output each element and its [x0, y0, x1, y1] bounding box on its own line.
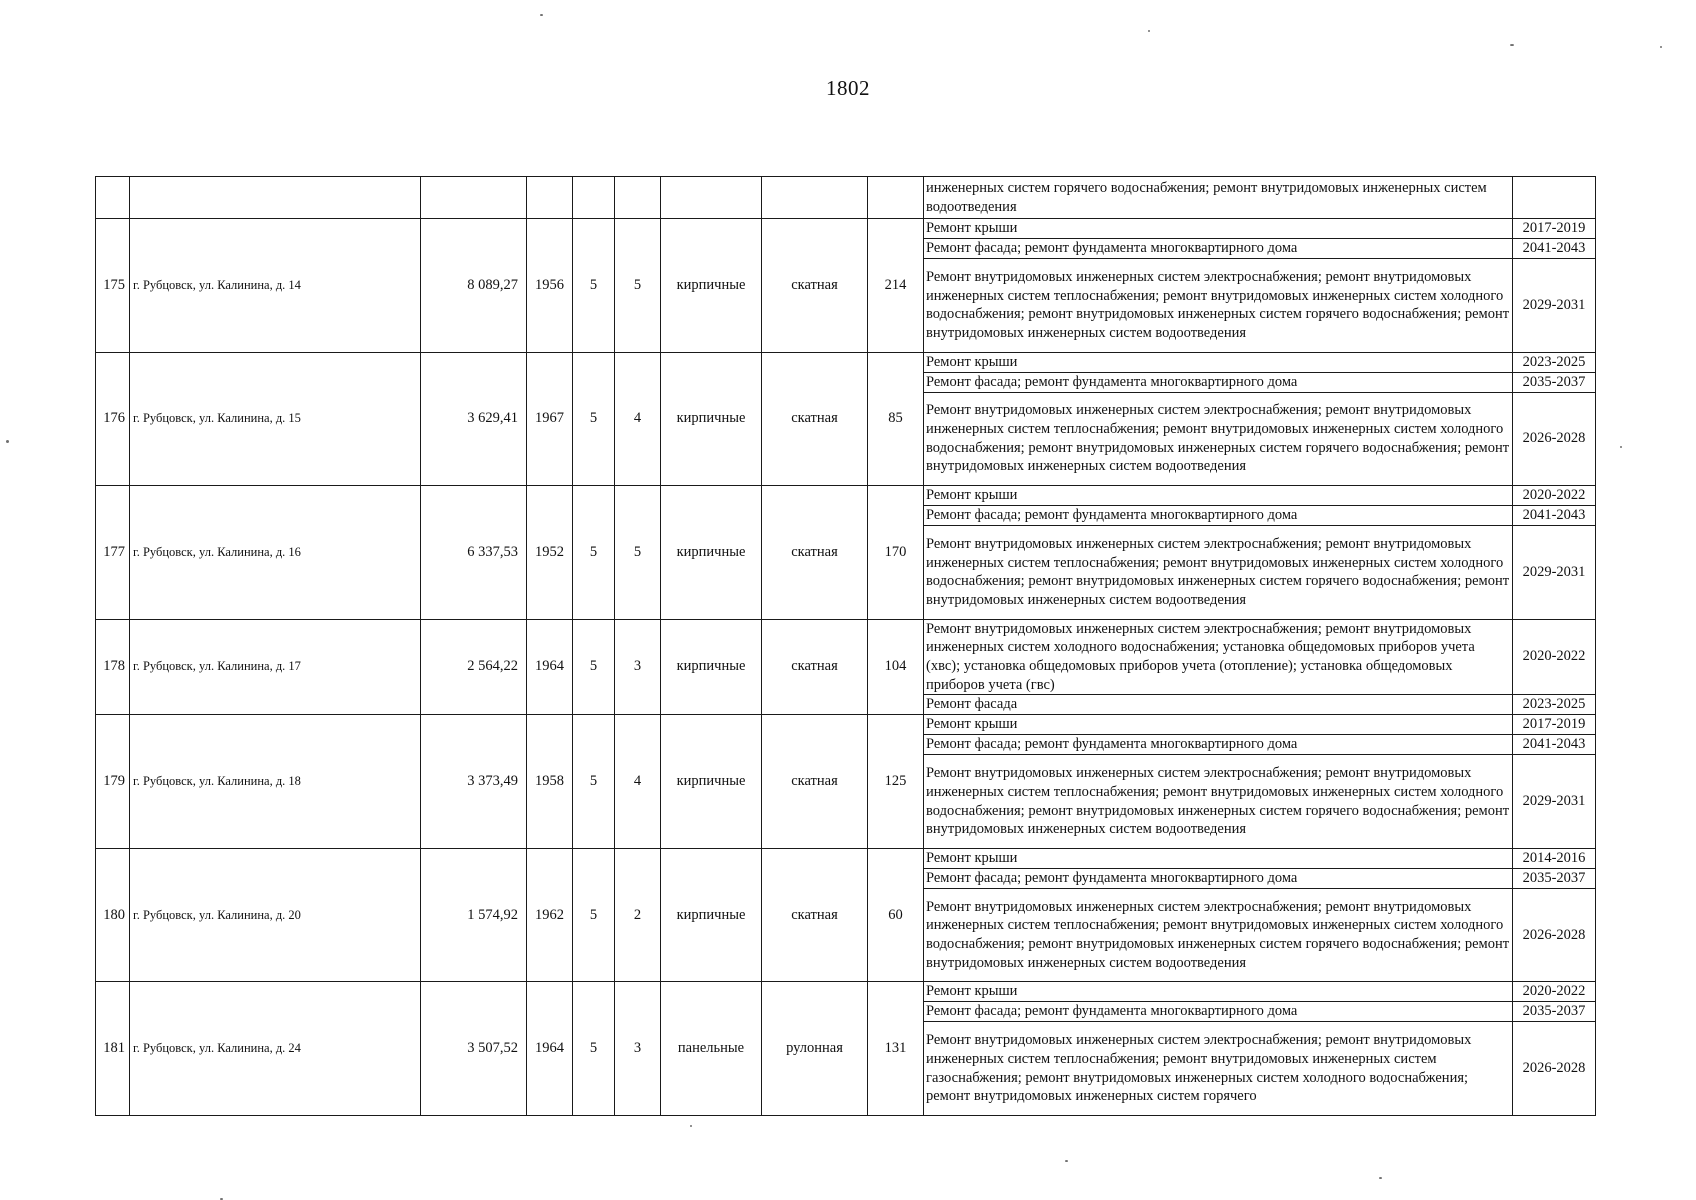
scan-speck [1510, 44, 1514, 46]
work-description: Ремонт внутридомовых инженерных систем электроснабжения; ремонт внутридомовых инженерных систем теплоснабжения; ремонт внутридомовых инженерных систем холодного водоснабжения; ремонт внутридомовых инженерных систем горячего водоснабжения; ремонт внутридомовых инженерных систем водоотведения [924, 392, 1513, 486]
entrance-count: 5 [615, 219, 661, 353]
roof-type: рулонная [762, 982, 868, 1116]
table-row [96, 219, 1596, 239]
empty-cell [661, 177, 762, 219]
entrance-count: 5 [615, 486, 661, 620]
empty-cell [868, 177, 924, 219]
building-address: г. Рубцовск, ул. Калинина, д. 15 [130, 352, 421, 486]
work-period: 2023-2025 [1513, 695, 1596, 715]
work-period: 2035-2037 [1513, 868, 1596, 888]
work-description: Ремонт крыши [924, 848, 1513, 868]
residents-count: 214 [868, 219, 924, 353]
wall-material: кирпичные [661, 848, 762, 982]
row-number: 178 [96, 619, 130, 715]
building-address: г. Рубцовск, ул. Калинина, д. 24 [130, 982, 421, 1116]
floor-count: 5 [573, 982, 615, 1116]
work-period: 2020-2022 [1513, 619, 1596, 695]
table-row [96, 715, 1596, 735]
work-period [1513, 177, 1596, 219]
work-description: Ремонт фасада; ремонт фундамента многоквартирного дома [924, 239, 1513, 259]
work-period: 2017-2019 [1513, 715, 1596, 735]
page-number: 1802 [826, 76, 870, 100]
wall-material: кирпичные [661, 486, 762, 620]
residents-count: 170 [868, 486, 924, 620]
work-description: Ремонт внутридомовых инженерных систем электроснабжения; ремонт внутридомовых инженерных систем теплоснабжения; ремонт внутридомовых инженерных систем холодного водоснабжения; ремонт внутридомовых инженерных систем горячего водоснабжения; ремонт внутридомовых инженерных систем водоотведения [924, 755, 1513, 849]
work-period: 2026-2028 [1513, 392, 1596, 486]
empty-cell [762, 177, 868, 219]
work-period: 2020-2022 [1513, 982, 1596, 1002]
building-area: 8 089,27 [421, 219, 527, 353]
residents-count: 125 [868, 715, 924, 849]
table-row [96, 177, 1596, 219]
row-number: 180 [96, 848, 130, 982]
entrance-count: 4 [615, 715, 661, 849]
empty-cell [130, 177, 421, 219]
construction-year: 1952 [527, 486, 573, 620]
work-description: Ремонт внутридомовых инженерных систем электроснабжения; ремонт внутридомовых инженерных систем теплоснабжения; ремонт внутридомовых инженерных систем холодного водоснабжения; ремонт внутридомовых инженерных систем горячего водоснабжения; ремонт внутридомовых инженерных систем водоотведения [924, 526, 1513, 620]
residents-count: 104 [868, 619, 924, 715]
work-description: Ремонт фасада; ремонт фундамента многоквартирного дома [924, 1002, 1513, 1022]
scan-speck [1065, 1160, 1068, 1162]
construction-year: 1964 [527, 619, 573, 715]
floor-count: 5 [573, 619, 615, 715]
entrance-count: 4 [615, 352, 661, 486]
work-description: Ремонт крыши [924, 486, 1513, 506]
construction-year: 1964 [527, 982, 573, 1116]
work-period: 2014-2016 [1513, 848, 1596, 868]
wall-material: панельные [661, 982, 762, 1116]
roof-type: скатная [762, 219, 868, 353]
scan-speck [690, 1125, 692, 1127]
scan-speck [1379, 1177, 1382, 1179]
wall-material: кирпичные [661, 715, 762, 849]
building-address: г. Рубцовск, ул. Калинина, д. 17 [130, 619, 421, 715]
table-row [96, 352, 1596, 372]
row-number: 177 [96, 486, 130, 620]
building-address: г. Рубцовск, ул. Калинина, д. 16 [130, 486, 421, 620]
building-address: г. Рубцовск, ул. Калинина, д. 14 [130, 219, 421, 353]
row-number: 181 [96, 982, 130, 1116]
floor-count: 5 [573, 715, 615, 849]
entrance-count: 3 [615, 619, 661, 715]
empty-cell [96, 177, 130, 219]
work-description: Ремонт фасада; ремонт фундамента многоквартирного дома [924, 868, 1513, 888]
scan-speck [1148, 30, 1150, 32]
work-period: 2041-2043 [1513, 735, 1596, 755]
work-description: Ремонт фасада; ремонт фундамента многоквартирного дома [924, 506, 1513, 526]
work-description: Ремонт фасада; ремонт фундамента многоквартирного дома [924, 735, 1513, 755]
table-row [96, 486, 1596, 506]
floor-count: 5 [573, 486, 615, 620]
work-period: 2041-2043 [1513, 506, 1596, 526]
empty-cell [615, 177, 661, 219]
housing-register-table [95, 176, 1596, 1116]
wall-material: кирпичные [661, 619, 762, 715]
work-period: 2029-2031 [1513, 526, 1596, 620]
work-period: 2041-2043 [1513, 239, 1596, 259]
building-area: 6 337,53 [421, 486, 527, 620]
work-description: Ремонт внутридомовых инженерных систем электроснабжения; ремонт внутридомовых инженерных систем теплоснабжения; ремонт внутридомовых инженерных систем газоснабжения; ремонт внутридомовых инженерных систем холодного водоснабжения; ремонт внутридомовых инженерных систем горячего [924, 1022, 1513, 1116]
scan-speck [1620, 446, 1622, 448]
scan-speck [6, 440, 9, 443]
row-number: 175 [96, 219, 130, 353]
building-address: г. Рубцовск, ул. Калинина, д. 20 [130, 848, 421, 982]
work-description: Ремонт внутридомовых инженерных систем электроснабжения; ремонт внутридомовых инженерных систем теплоснабжения; ремонт внутридомовых инженерных систем холодного водоснабжения; ремонт внутридомовых инженерных систем горячего водоснабжения; ремонт внутридомовых инженерных систем водоотведения [924, 259, 1513, 353]
table-body [96, 177, 1596, 1116]
floor-count: 5 [573, 848, 615, 982]
building-address: г. Рубцовск, ул. Калинина, д. 18 [130, 715, 421, 849]
table-row [96, 848, 1596, 868]
work-description: Ремонт внутридомовых инженерных систем электроснабжения; ремонт внутридомовых инженерных систем холодного водоснабжения; установка общедомовых приборов учета (хвс); установка общедомовых приборов учета (отопление); установка общедомовых приборов учета (гвс) [924, 619, 1513, 695]
work-period: 2017-2019 [1513, 219, 1596, 239]
building-area: 3 629,41 [421, 352, 527, 486]
work-period: 2029-2031 [1513, 259, 1596, 353]
construction-year: 1956 [527, 219, 573, 353]
wall-material: кирпичные [661, 352, 762, 486]
work-period: 2029-2031 [1513, 755, 1596, 849]
entrance-count: 3 [615, 982, 661, 1116]
roof-type: скатная [762, 352, 868, 486]
roof-type: скатная [762, 715, 868, 849]
empty-cell [573, 177, 615, 219]
work-description: Ремонт внутридомовых инженерных систем электроснабжения; ремонт внутридомовых инженерных систем теплоснабжения; ремонт внутридомовых инженерных систем холодного водоснабжения; ремонт внутридомовых инженерных систем горячего водоснабжения; ремонт внутридомовых инженерных систем водоотведения [924, 888, 1513, 982]
scan-speck [1660, 46, 1662, 48]
work-description: Ремонт фасада; ремонт фундамента многоквартирного дома [924, 372, 1513, 392]
construction-year: 1967 [527, 352, 573, 486]
empty-cell [421, 177, 527, 219]
table-row [96, 982, 1596, 1002]
work-period: 2020-2022 [1513, 486, 1596, 506]
table-row [96, 619, 1596, 695]
residents-count: 85 [868, 352, 924, 486]
building-area: 3 373,49 [421, 715, 527, 849]
work-description: Ремонт крыши [924, 219, 1513, 239]
work-description: Ремонт фасада [924, 695, 1513, 715]
building-area: 3 507,52 [421, 982, 527, 1116]
work-description: Ремонт крыши [924, 352, 1513, 372]
building-area: 1 574,92 [421, 848, 527, 982]
floor-count: 5 [573, 352, 615, 486]
work-period: 2026-2028 [1513, 1022, 1596, 1116]
work-description: Ремонт крыши [924, 715, 1513, 735]
work-description: Ремонт крыши [924, 982, 1513, 1002]
roof-type: скатная [762, 619, 868, 715]
row-number: 179 [96, 715, 130, 849]
wall-material: кирпичные [661, 219, 762, 353]
construction-year: 1958 [527, 715, 573, 849]
roof-type: скатная [762, 486, 868, 620]
entrance-count: 2 [615, 848, 661, 982]
building-area: 2 564,22 [421, 619, 527, 715]
work-period: 2026-2028 [1513, 888, 1596, 982]
row-number: 176 [96, 352, 130, 486]
work-period: 2035-2037 [1513, 372, 1596, 392]
scan-speck [540, 14, 543, 16]
work-period: 2035-2037 [1513, 1002, 1596, 1022]
residents-count: 131 [868, 982, 924, 1116]
floor-count: 5 [573, 219, 615, 353]
residents-count: 60 [868, 848, 924, 982]
empty-cell [527, 177, 573, 219]
roof-type: скатная [762, 848, 868, 982]
work-period: 2023-2025 [1513, 352, 1596, 372]
work-description: инженерных систем горячего водоснабжения; ремонт внутридомовых инженерных систем водоотведения [924, 177, 1513, 219]
construction-year: 1962 [527, 848, 573, 982]
